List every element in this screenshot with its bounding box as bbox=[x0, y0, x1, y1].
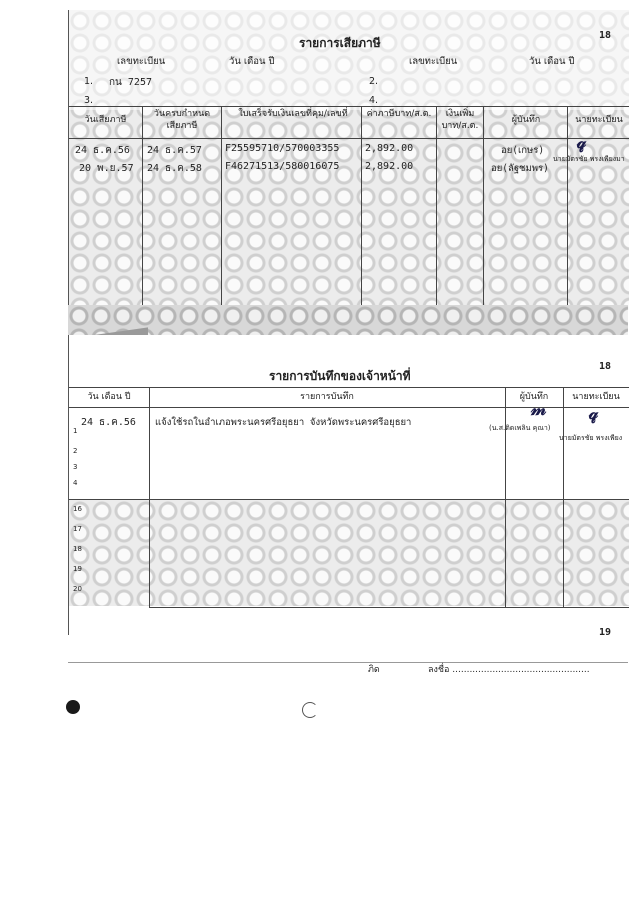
registrar-signature-icon: 𝓆 bbox=[577, 132, 587, 153]
col-header: ใบเสร็จรับเงินเลขที่คุม/เลขที่ bbox=[238, 109, 348, 119]
col-divider bbox=[563, 500, 564, 607]
paid-date: 24 ธ.ค.56 bbox=[75, 145, 130, 156]
col-divider bbox=[221, 106, 222, 306]
recorder: อย(เกษร) bbox=[501, 145, 545, 156]
line-number: 1 bbox=[73, 427, 78, 435]
row-number-2: 2. bbox=[369, 76, 379, 87]
line-number: 3 bbox=[73, 463, 78, 471]
officer-section-title: รายการบันทึกของเจ้าหน้าที่ bbox=[269, 369, 411, 383]
line-number: 4 bbox=[73, 479, 78, 487]
table-header-line bbox=[69, 138, 629, 139]
col-header: ค่าภาษีบาท/ส.ต. bbox=[366, 109, 432, 119]
punch-ring-icon bbox=[302, 702, 318, 718]
table-bottom-line bbox=[149, 607, 629, 608]
date-label-2: วัน เดือน ปี bbox=[529, 56, 575, 67]
col-header: เงินเพิ่มบาท/ส.ต. bbox=[441, 109, 479, 131]
line-number: 20 bbox=[73, 585, 82, 593]
due-date: 24 ธ.ค.57 bbox=[147, 145, 202, 156]
paid-date: 20 พ.ย.57 bbox=[79, 163, 134, 174]
row-number-1: 1. bbox=[84, 76, 94, 87]
col-divider bbox=[142, 106, 143, 306]
col-header: นายทะเบียน bbox=[572, 392, 620, 402]
footer-signature-line: ลงชื่อ ................................................ bbox=[428, 665, 590, 675]
col-header: วันครบกำหนดเสียภาษี bbox=[153, 109, 211, 131]
recorder: อย(ลัฐชมพร) bbox=[491, 163, 549, 174]
col-header: วันเสียภาษี bbox=[84, 115, 127, 125]
tax-amount: 2,892.00 bbox=[365, 143, 414, 154]
col-header: ผู้บันทึก bbox=[511, 115, 541, 125]
col-divider bbox=[567, 106, 568, 306]
document-sheet bbox=[68, 0, 628, 905]
col-divider bbox=[149, 500, 150, 607]
tax-section-title: รายการเสียภาษี bbox=[299, 36, 381, 50]
receipt-number: F25595710/570003355 bbox=[225, 143, 340, 154]
reg-label-2: เลขทะเบียน bbox=[409, 56, 458, 67]
col-header: ผู้บันทึก bbox=[519, 392, 549, 402]
col-divider bbox=[483, 106, 484, 306]
line-number: 17 bbox=[73, 525, 82, 533]
registrar-signature-icon: 𝓆 bbox=[589, 403, 599, 424]
registrar-name: นายมัตรชัย พรงเพียงมา bbox=[553, 155, 625, 163]
line-number: 19 bbox=[73, 565, 82, 573]
note-recorder: (น.ส.ติดเพลิน คุณา) bbox=[489, 424, 551, 432]
page-number: 18 bbox=[599, 361, 612, 372]
footer-fragment: ภิด bbox=[368, 665, 380, 675]
line-number: 16 bbox=[73, 505, 82, 513]
col-divider bbox=[361, 106, 362, 306]
col-header: วัน เดือน ปี bbox=[87, 392, 131, 402]
patterned-area bbox=[69, 500, 629, 606]
registration-plate: กน 7257 bbox=[109, 77, 152, 88]
page-number: 19 bbox=[599, 627, 612, 638]
page-number: 18 bbox=[599, 30, 612, 41]
due-date: 24 ธ.ค.58 bbox=[147, 163, 202, 174]
row-number-3: 3. bbox=[84, 95, 94, 106]
tax-amount: 2,892.00 bbox=[365, 161, 414, 172]
punch-hole-icon bbox=[66, 700, 80, 714]
col-header: รายการบันทึก bbox=[300, 392, 354, 402]
reg-label-1: เลขทะเบียน bbox=[117, 56, 166, 67]
row-number-4: 4. bbox=[369, 95, 379, 106]
table-top-line bbox=[69, 387, 629, 388]
officer-record-page bbox=[68, 335, 629, 638]
note-text: แจ้งใช้รถในอำเภอพระนครศรีอยุธยา จังหวัดพระนครศรีอยุธยา bbox=[155, 417, 412, 428]
note-date: 24 ธ.ค.56 bbox=[81, 417, 136, 428]
recorder-signature-icon: 𝓂 bbox=[531, 399, 547, 420]
line-number: 18 bbox=[73, 545, 82, 553]
col-divider bbox=[436, 106, 437, 306]
table-top-line bbox=[69, 106, 629, 107]
receipt-number: F46271513/580016075 bbox=[225, 161, 340, 172]
note-registrar: นายมัตรชัย พรงเพียง bbox=[559, 434, 623, 442]
tax-record-page bbox=[68, 10, 629, 310]
page-fold-strip bbox=[68, 305, 628, 335]
date-label-1: วัน เดือน ปี bbox=[229, 56, 275, 67]
col-header: นายทะเบียน bbox=[575, 115, 623, 125]
line-number: 2 bbox=[73, 447, 78, 455]
col-divider bbox=[505, 500, 506, 607]
